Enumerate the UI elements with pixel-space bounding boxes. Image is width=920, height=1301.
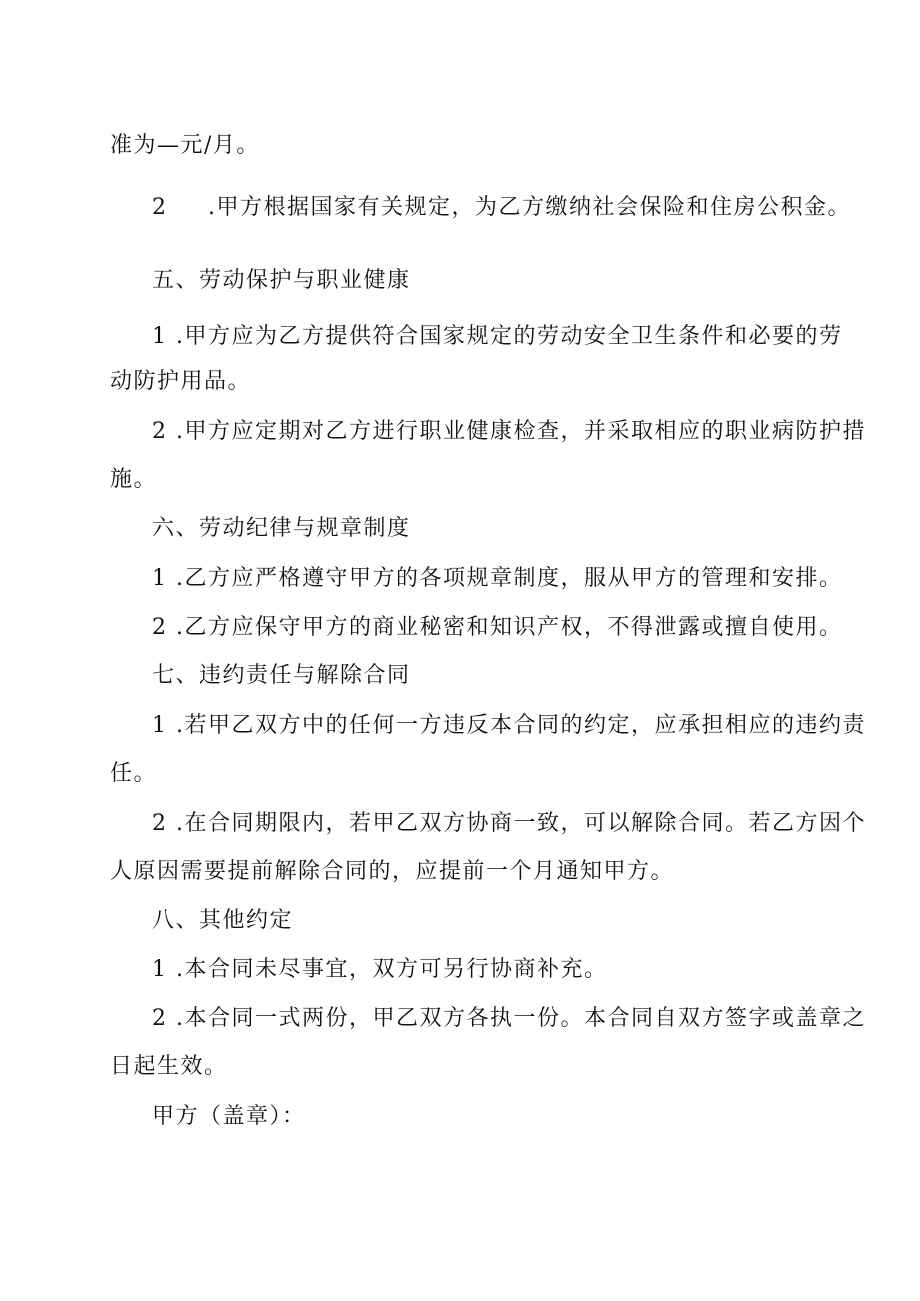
paragraph-line: 施。 xyxy=(110,467,158,492)
paragraph-line: 准为—元/月。 xyxy=(110,133,260,158)
paragraph-line: 动防护用品。 xyxy=(110,369,252,394)
paragraph-line: 1 .若甲乙双方中的任何一方违反本合同的约定，应承担相应的违约责 xyxy=(152,713,866,738)
paragraph-line: 人原因需要提前解除合同的，应提前一个月通知甲方。 xyxy=(110,859,675,884)
paragraph-line: 1 .甲方应为乙方提供符合国家规定的劳动安全卫生条件和必要的劳 xyxy=(152,324,843,349)
paragraph-line: 1 .本合同未尽事宜，双方可另行协商补充。 xyxy=(152,957,608,982)
signature-label: 甲方（盖章）： xyxy=(152,1104,306,1129)
paragraph-line: 2 .在合同期限内，若甲乙双方协商一致，可以解除合同。若乙方因个 xyxy=(152,811,866,836)
section-heading: 五、劳动保护与职业健康 xyxy=(152,268,411,293)
item-text: .甲方根据国家有关规定，为乙方缴纳社会保险和住房公积金。 xyxy=(208,195,851,220)
item-number: 2 xyxy=(152,195,168,220)
paragraph-line: 1 .乙方应严格遵守甲方的各项规章制度，服从甲方的管理和安排。 xyxy=(152,566,843,591)
paragraph-line xyxy=(152,193,851,223)
paragraph-line: 2 .甲方应定期对乙方进行职业健康检查，并采取相应的职业病防护措 xyxy=(152,419,866,444)
paragraph-line: 2 .乙方应保守甲方的商业秘密和知识产权，不得泄露或擅自使用。 xyxy=(152,615,843,640)
paragraph-line: 日起生效。 xyxy=(110,1054,228,1079)
paragraph-line: 任。 xyxy=(110,761,158,786)
section-heading: 八、其他约定 xyxy=(152,908,294,933)
paragraph-line: 2 .本合同一式两份，甲乙双方各执一份。本合同自双方签字或盖章之 xyxy=(152,1006,866,1031)
section-heading: 六、劳动纪律与规章制度 xyxy=(152,516,411,541)
section-heading: 七、违约责任与解除合同 xyxy=(152,663,411,688)
